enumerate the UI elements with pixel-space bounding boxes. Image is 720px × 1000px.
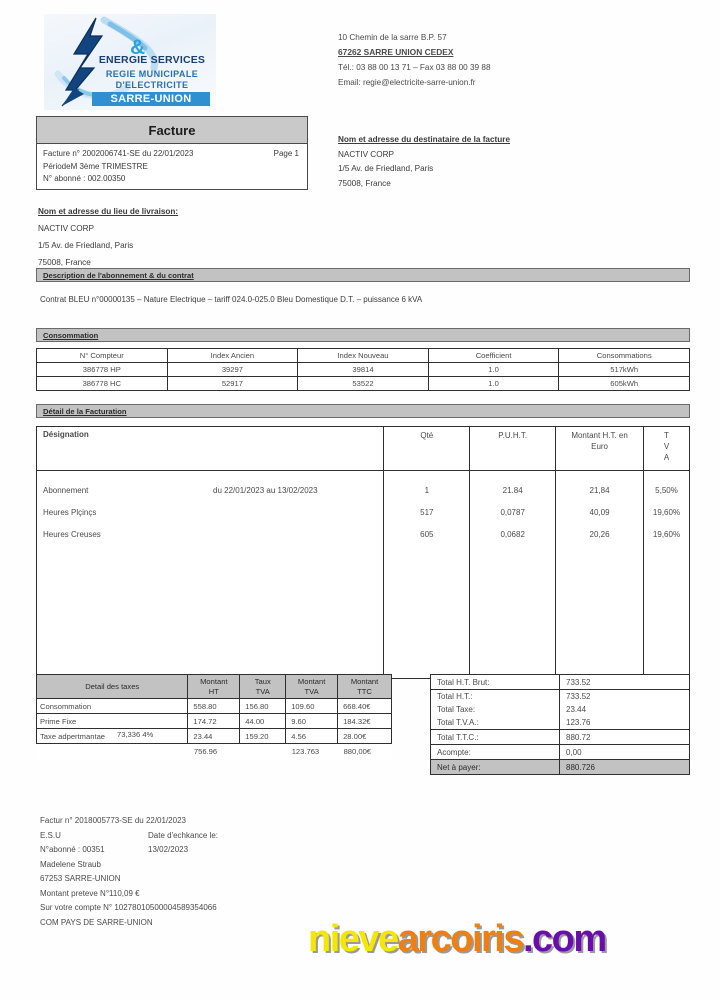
cell-index-ancien: 39297 bbox=[167, 363, 298, 377]
value-total-tva: 123.76 bbox=[560, 716, 690, 730]
col-tva: T V A bbox=[644, 427, 690, 471]
col-coefficient: Coefficient bbox=[428, 349, 559, 363]
col-taux-tva: Taux TVA bbox=[240, 675, 286, 699]
cell-qty: 605 bbox=[420, 530, 434, 539]
cell-vat: 19,60% bbox=[652, 530, 681, 539]
table-row bbox=[431, 703, 690, 716]
line-designation: Heures Plçinçs bbox=[43, 508, 97, 517]
invoice-title: Facture bbox=[36, 116, 308, 144]
company-logo bbox=[44, 14, 216, 110]
watermark-part1: nieve bbox=[308, 918, 398, 960]
invoice-period: PériodeM 3ème TRIMESTRE bbox=[43, 161, 148, 171]
logo-line-sarre-union: SARRE-UNION bbox=[92, 92, 210, 106]
tax-total-ttc: 880,00€ bbox=[338, 744, 392, 759]
table-row bbox=[431, 675, 690, 690]
footer-esu: E.S.U bbox=[40, 830, 61, 840]
billing-vat-col bbox=[644, 471, 690, 679]
tax-label: Consommation bbox=[37, 699, 188, 714]
line-designation: Abonnement bbox=[43, 486, 89, 495]
consumption-table bbox=[36, 348, 690, 391]
value-total-ttc: 880.72 bbox=[560, 730, 690, 745]
invoice-number: Facture n° 2002006741-SE du 22/01/2023 bbox=[43, 149, 194, 158]
col-compteur: N° Compteur bbox=[37, 349, 168, 363]
col-index-ancien: Index Ancien bbox=[167, 349, 298, 363]
col-montant-ttc: Montant TTC bbox=[338, 675, 392, 699]
footer-payment-block bbox=[40, 814, 370, 930]
line-designation: Heures Creuses bbox=[43, 530, 101, 539]
delivery-heading: Nom et adresse du lieu de livraison: bbox=[38, 207, 179, 216]
delivery-name: NACTIV CORP bbox=[38, 224, 94, 233]
line-dates: du 22/01/2023 au 13/02/2023 bbox=[213, 486, 318, 495]
col-tax-detail: Detail des taxes bbox=[37, 675, 188, 699]
cell-unit-price: 21.84 bbox=[502, 486, 523, 495]
billing-body-row bbox=[37, 471, 690, 679]
col-consommations: Consommations bbox=[559, 349, 690, 363]
billing-detail-table bbox=[36, 426, 690, 679]
footer-subscriber: N°abonné : 00351 bbox=[40, 845, 105, 854]
footer-subscriber-row bbox=[40, 843, 370, 858]
footer-bank: COM PAYS DE SARRE-UNION bbox=[40, 917, 153, 927]
logo-ampersand: & bbox=[130, 36, 145, 59]
col-index-nouveau: Index Nouveau bbox=[298, 349, 429, 363]
tax-total-spacer bbox=[37, 744, 188, 759]
tax-taux: 44.00 bbox=[240, 714, 286, 729]
recipient-city: 75008, France bbox=[338, 178, 391, 188]
cell-amount: 20,26 bbox=[589, 530, 610, 539]
tax-header-row bbox=[37, 675, 392, 699]
value-total-ht: 733.52 bbox=[560, 690, 690, 704]
tax-total-ht: 756.96 bbox=[188, 744, 240, 759]
footer-due-date-value: 13/02/2023 bbox=[148, 845, 189, 854]
billing-amount-col bbox=[556, 471, 644, 679]
cell-coefficient: 1.0 bbox=[428, 377, 559, 391]
tax-ht: 23.44 bbox=[188, 729, 240, 744]
value-total-taxe: 23.44 bbox=[560, 703, 690, 716]
tax-taux: 156.80 bbox=[240, 699, 286, 714]
billing-designations bbox=[37, 471, 384, 679]
page-number: Page 1 bbox=[273, 149, 299, 158]
tax-label: Prime Fixe bbox=[37, 714, 188, 729]
table-row bbox=[37, 729, 392, 744]
watermark-part3: .com bbox=[522, 918, 606, 960]
footer-invoice-number: Factur n° 2018005773-SE du 22/01/2023 bbox=[40, 816, 186, 825]
label-total-ht-brut: Total H.T. Brut: bbox=[431, 675, 560, 690]
cell-amount: 21,84 bbox=[589, 486, 610, 495]
contract-description: Contrat BLEU n°00000135 – Nature Electrique – tariff 024.0-025.0 Bleu Domestique D.T. – puissance 6 kVA bbox=[40, 295, 423, 304]
recipient-heading: Nom et adresse du destinataire de la facture bbox=[338, 135, 510, 144]
cell-vat: 19,60% bbox=[652, 508, 681, 517]
tax-detail-table bbox=[36, 674, 392, 759]
value-net-a-payer: 880.726 bbox=[560, 760, 690, 775]
recipient-block bbox=[338, 133, 638, 191]
list-item bbox=[43, 502, 377, 524]
tax-tva: 9.60 bbox=[286, 714, 338, 729]
sender-address-block bbox=[338, 30, 638, 90]
col-montant-tva: Montant TVA bbox=[286, 675, 338, 699]
label-total-ht: Total H.T.: bbox=[431, 690, 560, 704]
watermark-part2: arcoiris bbox=[397, 918, 523, 960]
tax-total-tva: 123.763 bbox=[286, 744, 338, 759]
sender-phone: Tél.: 03 88 00 13 71 – Fax 03 88 00 39 88 bbox=[338, 63, 491, 72]
tax-total-taux bbox=[240, 744, 286, 759]
table-row bbox=[37, 363, 690, 377]
col-designation: Désignation bbox=[37, 427, 384, 471]
delivery-city: 75008, France bbox=[38, 258, 91, 267]
consumption-header-row bbox=[37, 349, 690, 363]
tax-ht: 174.72 bbox=[188, 714, 240, 729]
label-total-tva: Total T.V.A.: bbox=[431, 716, 560, 730]
watermark-logo bbox=[308, 918, 606, 961]
cell-unit-price: 0,0787 bbox=[500, 508, 525, 517]
col-amount-ht: Montant H.T. en Euro bbox=[556, 427, 644, 471]
table-row bbox=[37, 699, 392, 714]
table-row bbox=[431, 745, 690, 760]
value-acompte: 0,00 bbox=[560, 745, 690, 760]
footer-person-name: Madelene Straub bbox=[40, 859, 101, 869]
sender-street: 10 Chemin de la sarre B.P. 57 bbox=[338, 33, 447, 42]
tax-rate-note: 73,336 4% bbox=[117, 730, 154, 739]
table-row bbox=[431, 730, 690, 745]
cell-index-ancien: 52917 bbox=[167, 377, 298, 391]
tax-taux: 159.20 bbox=[240, 729, 286, 744]
billing-price-col bbox=[470, 471, 556, 679]
footer-esu-row bbox=[40, 829, 370, 844]
recipient-name: NACTIV CORP bbox=[338, 149, 394, 159]
sender-email: Email: regie@electricite-sarre-union.fr bbox=[338, 78, 476, 87]
list-item bbox=[43, 524, 377, 546]
footer-city: 67253 SARRE-UNION bbox=[40, 874, 121, 883]
logo-line-regie: REGIE MUNICIPALE D'ELECTRICITE bbox=[105, 69, 199, 90]
tax-tva: 109.60 bbox=[286, 699, 338, 714]
tax-totals-row bbox=[37, 744, 392, 759]
section-bar-consumption: Consommation bbox=[36, 328, 690, 342]
list-item bbox=[43, 480, 377, 502]
cell-index-nouveau: 53522 bbox=[298, 377, 429, 391]
table-row bbox=[37, 377, 690, 391]
net-to-pay-row bbox=[431, 760, 690, 775]
totals-summary-table bbox=[430, 674, 690, 775]
tax-ttc: 184.32€ bbox=[338, 714, 392, 729]
table-row bbox=[431, 690, 690, 704]
cell-compteur: 386778 HC bbox=[37, 377, 168, 391]
section-bar-billing-detail: Détail de la Facturation bbox=[36, 404, 690, 418]
tax-ttc: 28.00€ bbox=[338, 729, 392, 744]
value-total-ht-brut: 733.52 bbox=[560, 675, 690, 690]
label-total-ttc: Total T.T.C.: bbox=[431, 730, 560, 745]
billing-qty-col bbox=[384, 471, 470, 679]
col-qty: Qté bbox=[384, 427, 470, 471]
cell-compteur: 386778 HP bbox=[37, 363, 168, 377]
tax-tva: 4.56 bbox=[286, 729, 338, 744]
footer-account: Sur votre compte N° 10278010500004589354066 bbox=[40, 903, 217, 912]
footer-due-date-label: Date d'echkance le: bbox=[148, 830, 219, 840]
label-acompte: Acompte: bbox=[431, 745, 560, 760]
table-row bbox=[431, 716, 690, 730]
col-montant-ht: Montant HT bbox=[188, 675, 240, 699]
tax-ttc: 668.40€ bbox=[338, 699, 392, 714]
tax-ht: 558.80 bbox=[188, 699, 240, 714]
cell-consommation: 605kWh bbox=[559, 377, 690, 391]
subscriber-number: N° abonné : 002.00350 bbox=[43, 174, 126, 184]
cell-coefficient: 1.0 bbox=[428, 363, 559, 377]
cell-vat: 5,50% bbox=[655, 486, 678, 495]
delivery-street: 1/5 Av. de Friedland, Paris bbox=[38, 241, 134, 250]
footer-amount: Montant preteve N°110,09 € bbox=[40, 888, 140, 898]
sender-city: 67262 SARRE UNION CEDEX bbox=[338, 47, 454, 57]
col-unit-price: P.U.H.T. bbox=[470, 427, 556, 471]
cell-unit-price: 0,0682 bbox=[500, 530, 525, 539]
logo-line-energie-services: ENERGIE SERVICES bbox=[98, 54, 206, 66]
label-net-a-payer: Net à payer: bbox=[431, 760, 560, 775]
cell-index-nouveau: 39814 bbox=[298, 363, 429, 377]
cell-amount: 40,09 bbox=[589, 508, 610, 517]
section-bar-contract: Description de l'abonnement & du contrat bbox=[36, 268, 690, 282]
cell-consommation: 517kWh bbox=[559, 363, 690, 377]
tax-label: Taxe adpertmantae 73,336 4% bbox=[37, 729, 188, 744]
table-row bbox=[37, 714, 392, 729]
recipient-street: 1/5 Av. de Friedland, Paris bbox=[338, 164, 434, 173]
cell-qty: 517 bbox=[420, 508, 434, 517]
billing-header-row bbox=[37, 427, 690, 471]
label-total-taxe: Total Taxe: bbox=[431, 703, 560, 716]
delivery-block bbox=[38, 203, 338, 271]
cell-qty: 1 bbox=[424, 486, 430, 495]
invoice-info-box bbox=[36, 144, 308, 190]
